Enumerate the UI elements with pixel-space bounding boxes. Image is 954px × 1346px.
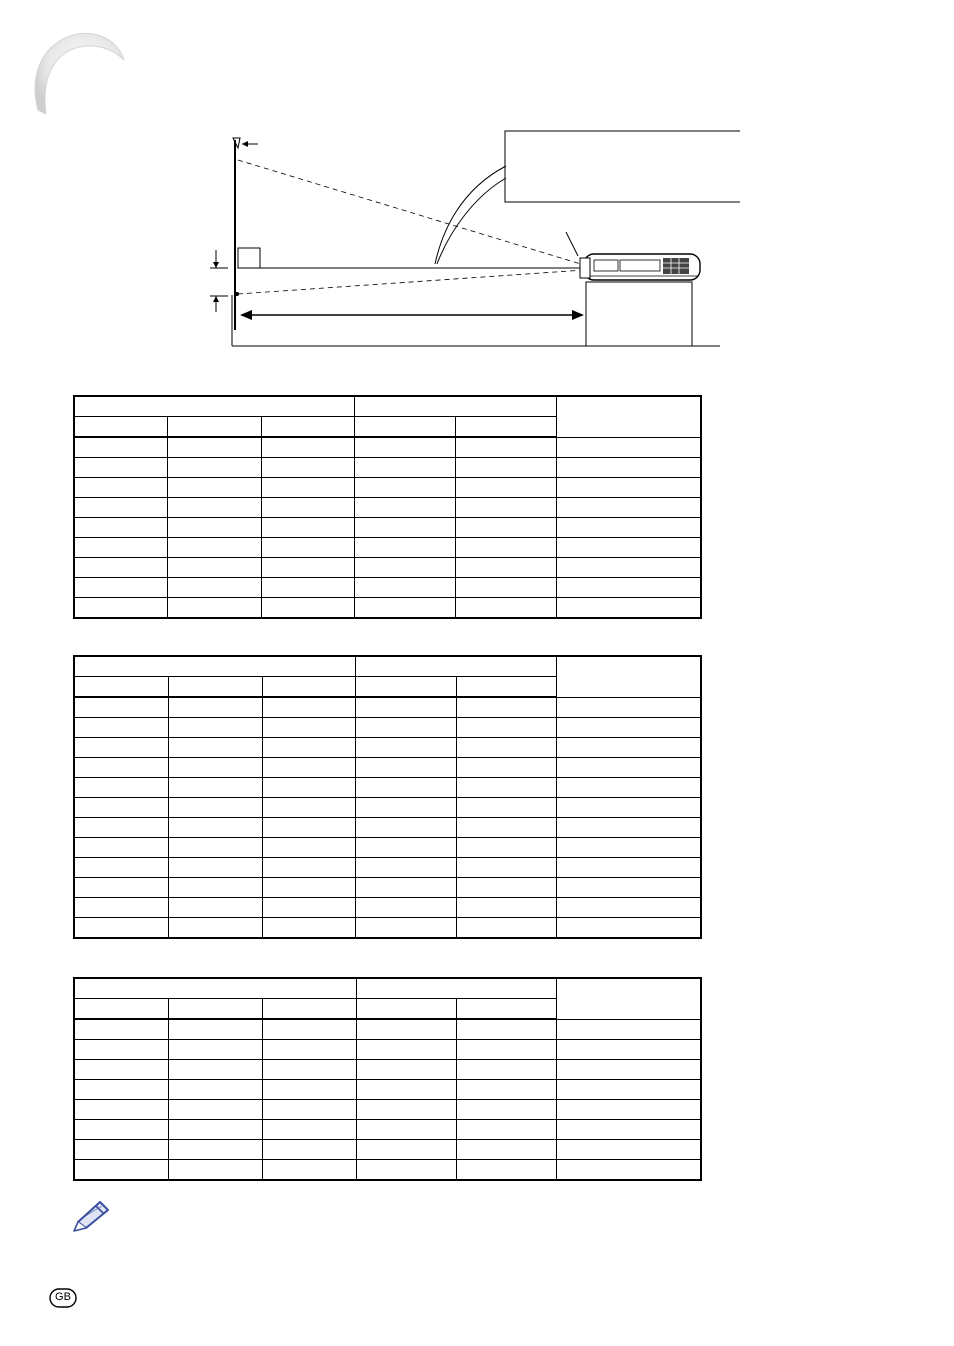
projection-table-3	[73, 977, 702, 1181]
region-badge-label: GB	[55, 1291, 71, 1303]
corner-swirl-icon	[0, 0, 160, 140]
projection-diagram	[180, 120, 740, 360]
projector-table	[586, 282, 692, 346]
region-badge	[49, 1288, 77, 1308]
projection-table-1	[73, 395, 702, 619]
projection-table-2	[73, 655, 702, 939]
pencil-note-icon	[70, 1196, 116, 1232]
callout-box	[505, 131, 740, 202]
projector-icon	[580, 254, 700, 280]
